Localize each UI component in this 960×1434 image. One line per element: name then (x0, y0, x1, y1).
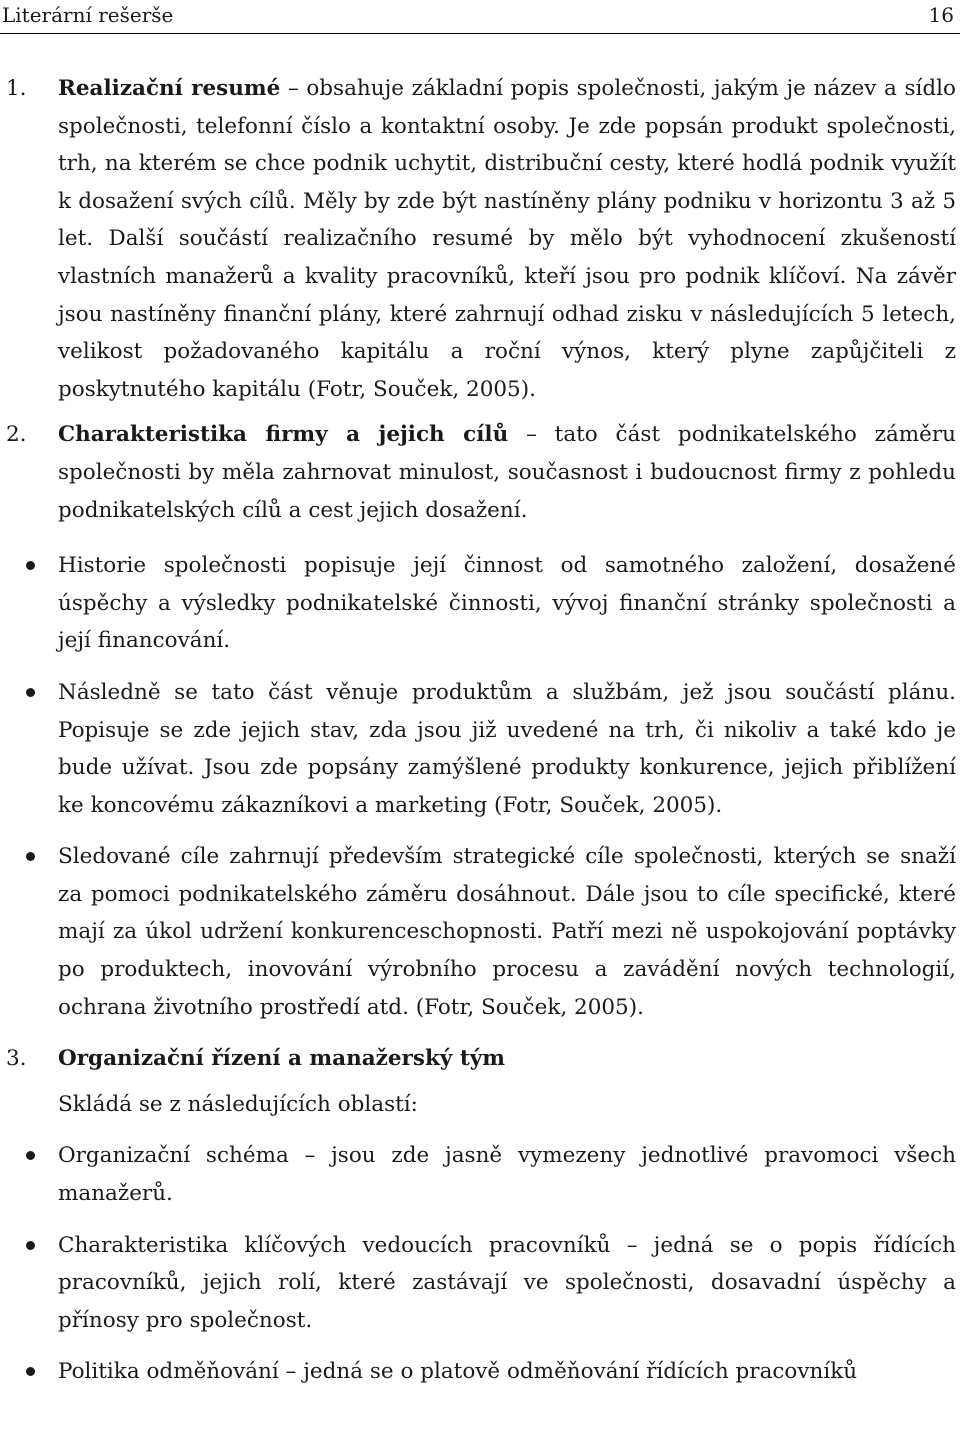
item-number: 2. (6, 422, 27, 448)
bullet-icon (26, 852, 35, 861)
numbered-item-1 (0, 70, 960, 408)
bullet-item (0, 1353, 960, 1391)
bullet-text: Sledované cíle zahrnují především strategické cíle společnosti, kterých se snaží za pomoci podnikatelského záměru dosáhnout. Dále jsou to cíle specifické, které mají za úkol udržení konkurenceschopnosti. Patří mezi ně uspokojování poptávky po produktech, inovování výrobního procesu a zavádění nových technologií, ochrana životního prostředí atd. (Fotr, Souček, 2005). (58, 844, 956, 1020)
bullet-item (0, 1137, 960, 1212)
bullet-text: Politika odměňování – jedná se o platově odměňování řídících pracovníků (58, 1359, 858, 1385)
item-heading: Organizační řízení a manažerský tým (58, 1046, 506, 1072)
bullet-text: Následně se tato část věnuje produktům a službám, jež jsou součástí plánu. Popisuje se zde jejich stav, zda jsou již uvedené na trh, či nikoliv a také kdo je bude užívat. Jsou zde popsány zamýšlené produkty konkurence, jejich přiblížení ke koncovému zákazníkovi a marketing (Fotr, Souček, 2005). (58, 679, 956, 818)
bullet-text: Historie společnosti popisuje její činnost od samotného založení, dosažené úspěchy a výsledky podnikatelské činnosti, vývoj finanční stránky společnosti a její financování. (58, 553, 956, 654)
bullet-icon (26, 561, 35, 570)
item-text: – tato část podnikatelského záměru společnosti by měla zahrnovat minulost, současnost i budoucnost firmy z pohledu podnikatelských cílů a cest jejich dosažení. (58, 422, 956, 523)
page-number: 16 (928, 3, 954, 27)
bullet-text: Charakteristika klíčových vedoucích pracovníků – jedná se o popis řídících pracovníků, jejich rolí, které zastávají ve společnosti, dosavadní úspěchy a přínosy pro společnost. (58, 1232, 956, 1333)
bullet-item (0, 674, 960, 824)
item-number: 3. (6, 1046, 27, 1072)
running-header-title: Literární rešerše (2, 3, 174, 27)
item-number: 1. (6, 76, 27, 101)
numbered-item-3 (0, 1040, 960, 1078)
item-heading: Realizační resumé (58, 76, 281, 101)
section-intro: Skládá se z následujících oblastí: (58, 1091, 418, 1117)
running-header (0, 0, 960, 34)
bullet-text: Organizační schéma – jsou zde jasně vymezeny jednotlivé pravomoci všech manažerů. (58, 1143, 956, 1207)
item-text: – obsahuje základní popis společnosti, jakým je název a sídlo společnosti, telefonní číslo a kontaktní osoby. Je zde popsán produkt společnosti, trh, na kterém se chce podnik uchytit, distribuční cesty, které hodlá podnik využít k dosažení svých cílů. Měly by zde být nastíněny plány podniku v horizontu 3 až 5 let. Další součástí realizačního resumé by mělo být vyhodnocení zkušeností vlastních manažerů a kvality pracovníků, kteří jsou pro podnik klíčoví. Na závěr jsou nastíněny finanční plány, které zahrnují odhad zisku v následujících 5 letech, velikost požadovaného kapitálu a roční výnos, který plyne zapůjčiteli z poskytnutého kapitálu (Fotr, Souček, 2005). (58, 76, 957, 402)
numbered-item-2 (0, 416, 960, 529)
bullet-icon (26, 1367, 35, 1376)
bullet-icon (26, 688, 35, 697)
bullet-item (0, 1227, 960, 1340)
bullet-icon (26, 1241, 35, 1250)
item-heading: Charakteristika firmy a jejich cílů (58, 422, 509, 448)
bullet-item (0, 547, 960, 660)
bullet-icon (26, 1151, 35, 1160)
bullet-item (0, 838, 960, 1026)
document-body (0, 70, 960, 1391)
